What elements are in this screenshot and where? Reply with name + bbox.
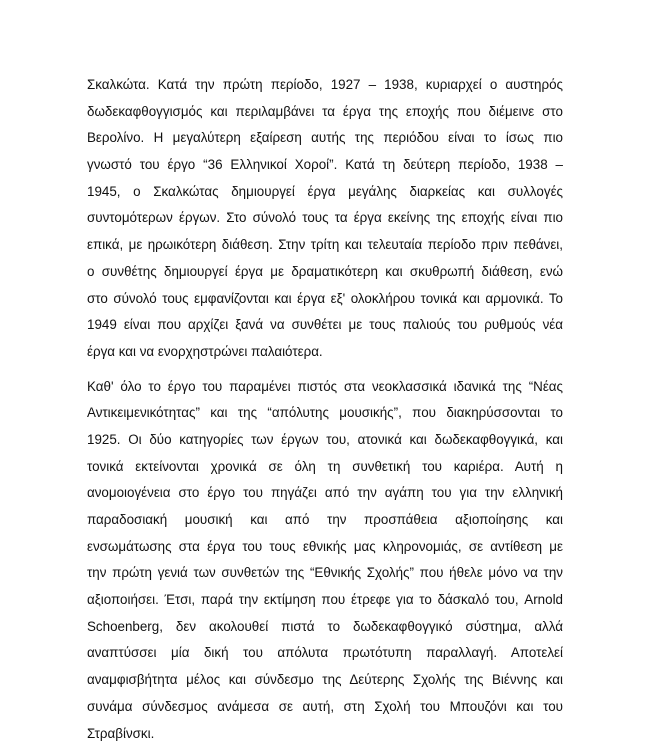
text-line: συντομότερων έργων. Στο σύνολό τους τα έργα εκείνης της εποχής είναι πιο (87, 205, 563, 232)
text-line: Βερολίνο. Η μεγαλύτερη εξαίρεση αυτής της περιόδου είναι το ίσως πιο (87, 125, 563, 152)
text-line: Στραβίνσκι. (87, 721, 563, 747)
text-line: ενσωμάτωσης στα έργα του τους εθνικής μας κληρονομιάς, σε αντίθεση με (87, 534, 563, 561)
text-line: Αντικειμενικότητας” και της “απόλυτης μουσικής”, που διακηρύσσονται το (87, 400, 563, 427)
text-line: γνωστό του έργο “36 Ελληνικοί Χοροί”. Κατά τη δεύτερη περίοδο, 1938 – (87, 152, 563, 179)
text-line: αξιοποιήσει. Έτσι, παρά την εκτίμηση που έτρεφε για το δάσκαλό του, Arnold (87, 587, 563, 614)
text-line: 1945, ο Σκαλκώτας δημιουργεί έργα μεγάλης διαρκείας και συλλογές (87, 179, 563, 206)
text-line: αναμφισβήτητα μέλος και σύνδεσμο της Δεύτερης Σχολής της Βιέννης και (87, 667, 563, 694)
text-line: έργα και να ενορχηστρώνει παλαιότερα. (87, 339, 563, 366)
text-line: δωδεκαφθογγισμός και περιλαμβάνει τα έργα της εποχής που διέμεινε στο (87, 99, 563, 126)
text-line: την πρώτη γενιά των συνθετών της “Εθνικής Σχολής” που ήθελε μόνο να την (87, 560, 563, 587)
paragraph-influences (87, 374, 563, 747)
text-line: Καθ' όλο το έργο του παραμένει πιστός στα νεοκλασσικά ιδανικά της “Νέας (87, 374, 563, 401)
text-line: Schoenberg, δεν ακολουθεί πιστά το δωδεκαφθογγικό σύστημα, αλλά (87, 614, 563, 641)
text-line: 1925. Οι δύο κατηγορίες των έργων του, ατονικά και δωδεκαφθογγικά, και (87, 427, 563, 454)
text-line: ανομοιογένεια στο έργο του πηγάζει από την αγάπη του για την ελληνική (87, 480, 563, 507)
text-line: 1949 είναι που αρχίζει ξανά να συνθέτει με τους παλιούς του ρυθμούς νέα (87, 312, 563, 339)
text-line: στο σύνολό τους εμφανίζονται και έργα εξ' ολοκλήρου τονικά και αρμονικά. Το (87, 286, 563, 313)
text-line: Σκαλκώτα. Κατά την πρώτη περίοδο, 1927 – 1938, κυριαρχεί ο αυστηρός (87, 72, 563, 99)
text-line: παραδοσιακή μουσική και από την προσπάθεια αξιοποίησης και (87, 507, 563, 534)
text-line: επικά, με ηρωικότερη διάθεση. Στην τρίτη και τελευταία περίοδο πριν πεθάνει, (87, 232, 563, 259)
document-page (87, 72, 563, 747)
text-line: συνάμα σύνδεσμος ανάμεσα σε αυτή, στη Σχολή του Μπουζόνι και του (87, 694, 563, 721)
text-line: αναπτύσσει μία δική του απόλυτα πρωτότυπη παραλλαγή. Αποτελεί (87, 640, 563, 667)
text-line: τονικά εκτείνονται χρονικά σε όλη τη συνθετική του καριέρα. Αυτή η (87, 454, 563, 481)
paragraph-periods (87, 72, 563, 366)
text-line: ο συνθέτης δημιουργεί έργα με δραματικότερη και σκυθρωπή διάθεση, ενώ (87, 259, 563, 286)
